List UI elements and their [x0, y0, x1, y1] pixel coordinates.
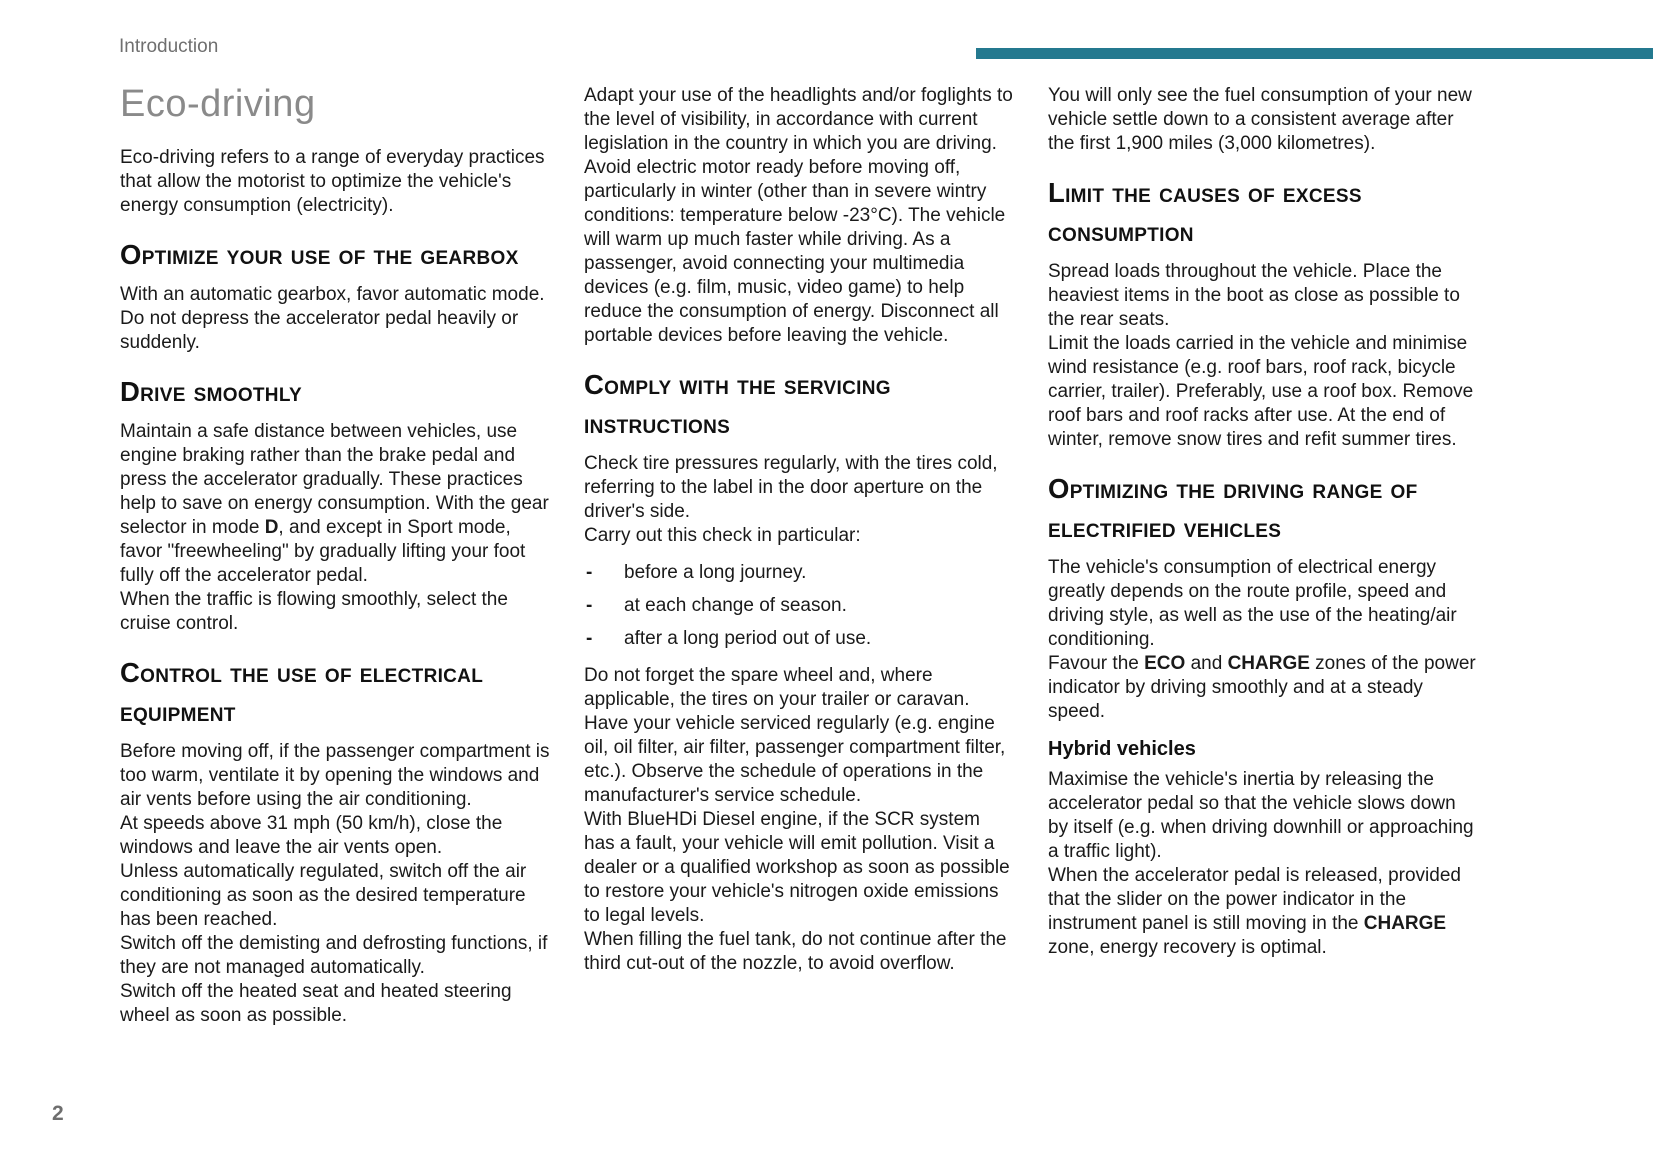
text-column-1 — [120, 84, 550, 1028]
paragraph: You will only see the fuel consumption of your new vehicle settle down to a consistent average after the first 1,900 miles (3,000 kilometres). — [1048, 85, 1472, 154]
paragraph: With an automatic gearbox, favor automatic mode. Do not depress the accelerator pedal heavily or suddenly. — [120, 283, 545, 353]
header-accent-bar — [976, 48, 1653, 59]
paragraph: Carry out this check in particular: — [584, 525, 861, 546]
paragraph: When the traffic is flowing smoothly, select the cruise control. — [120, 588, 508, 634]
sub-heading: Hybrid vehicles — [1048, 738, 1196, 760]
paragraph: With BlueHDi Diesel engine, if the SCR system has a fault, your vehicle will emit pollution. Visit a dealer or a qualified workshop as soon as possible to restore your vehicle's nitrogen oxide emissions to legal levels. — [584, 809, 1010, 926]
paragraph: Avoid electric motor ready before moving off, particularly in winter (other than in severe wintry conditions: temperature below -23°C). The vehicle will warm up much faster while driving. As a passenger, avoid connecting your multimedia devices (e.g. film, music, video game) to help reduce the consumption of energy. Disconnect all portable devices before leaving the vehicle. — [584, 157, 1006, 346]
paragraph: Switch off the heated seat and heated steering wheel as soon as possible. — [120, 980, 512, 1026]
dash-list — [584, 561, 1014, 651]
section-heading: Control the use of electrical equipment — [120, 656, 484, 727]
section-heading: Optimizing the driving range of electrified vehicles — [1048, 473, 1418, 543]
paragraph: Eco-driving refers to a range of everyday practices that allow the motorist to optimize the vehicle's energy consumption (electricity). — [120, 146, 545, 216]
paragraph: Maximise the vehicle's inertia by releasing the accelerator pedal so that the vehicle slows down by itself (e.g. when driving downhill or approaching a traffic light). — [1048, 769, 1474, 862]
paragraph: The vehicle's consumption of electrical energy greatly depends on the route profile, speed and driving style, as well as the use of the heating/air conditioning. — [1048, 557, 1457, 650]
list-item: - before a long journey. — [584, 561, 1014, 585]
text-column-2 — [584, 84, 1014, 1028]
list-item: - at each change of season. — [584, 594, 1014, 618]
section-heading: Optimize your use of the gearbox — [120, 238, 519, 270]
paragraph: Limit the loads carried in the vehicle and minimise wind resistance (e.g. roof bars, roof rack, bicycle carrier, trailer). Preferably, use a roof box. Remove roof bars and roof racks after use. At the end of winter, remove snow tires and refit summer tires. — [1048, 333, 1474, 450]
paragraph: Do not forget the spare wheel and, where applicable, the tires on your trailer or caravan. — [584, 665, 970, 710]
paragraph: Have your vehicle serviced regularly (e.g. engine oil, oil filter, air filter, passenger compartment filter, etc.). Observe the schedule of operations in the manufacturer's service schedule. — [584, 713, 1006, 806]
section-heading: Comply with the servicing instructions — [584, 369, 891, 439]
breadcrumb: Introduction — [119, 36, 219, 57]
list-item: - after a long period out of use. — [584, 627, 1014, 651]
paragraph: Spread loads throughout the vehicle. Place the heaviest items in the boot as close as possible to the rear seats. — [1048, 261, 1460, 330]
columns — [120, 84, 1478, 1028]
paragraph: Switch off the demisting and defrosting functions, if they are not managed automatically. — [120, 932, 548, 978]
page-number: 2 — [52, 1102, 64, 1125]
page-title: Eco-driving — [120, 83, 316, 125]
text-column-3 — [1048, 84, 1478, 1028]
paragraph: Adapt your use of the headlights and/or foglights to the level of visibility, in accordance with current legislation in the country in which you are driving. — [584, 85, 1013, 154]
paragraph: Favour the ECO and CHARGE zones of the power indicator by driving smoothly and at a steady speed. — [1048, 653, 1476, 722]
paragraph: Unless automatically regulated, switch off the air conditioning as soon as the desired temperature has been reached. — [120, 860, 527, 930]
paragraph: When the accelerator pedal is released, provided that the slider on the power indicator in the instrument panel is still moving in the CHARGE zone, energy recovery is optimal. — [1048, 865, 1461, 958]
paragraph: Check tire pressures regularly, with the tires cold, referring to the label in the door aperture on the driver's side. — [584, 453, 998, 522]
paragraph: Before moving off, if the passenger compartment is too warm, ventilate it by opening the windows and air vents before using the air conditioning. — [120, 740, 550, 810]
paragraph: At speeds above 31 mph (50 km/h), close the windows and leave the air vents open. — [120, 812, 503, 858]
paragraph: When filling the fuel tank, do not continue after the third cut-out of the nozzle, to avoid overflow. — [584, 929, 1007, 974]
section-heading: Drive smoothly — [120, 375, 302, 407]
section-heading: Limit the causes of excess consumption — [1048, 177, 1362, 247]
paragraph: Maintain a safe distance between vehicles, use engine braking rather than the brake pedal and press the accelerator gradually. These practices help to save on energy consumption. With the gear selector in mode D, and except in Sport mode, favor "freewheeling" by gradually lifting your foot fully off the accelerator pedal. — [120, 420, 549, 586]
